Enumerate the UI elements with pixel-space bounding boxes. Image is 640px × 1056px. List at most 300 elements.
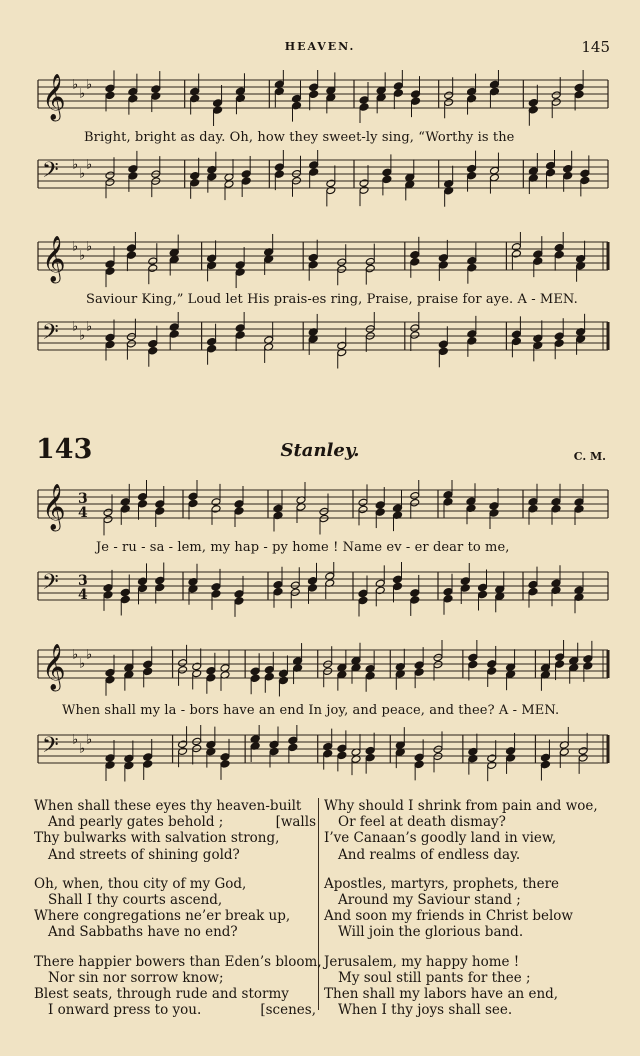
hymn-number: 143 <box>36 434 93 465</box>
verse-line <box>34 798 316 814</box>
note-head <box>540 753 550 762</box>
note-head <box>382 168 392 177</box>
note-head <box>555 653 565 662</box>
note-head <box>309 83 319 92</box>
note-head <box>410 331 420 340</box>
note-head <box>511 250 521 259</box>
verse-line <box>324 876 614 892</box>
note-head <box>308 260 318 269</box>
verse-line-text: And realms of endless day. <box>338 846 521 863</box>
note-head <box>278 676 288 685</box>
note-head <box>264 672 274 681</box>
note-head <box>583 662 593 671</box>
note-head <box>411 97 421 106</box>
note-head <box>563 172 573 181</box>
note-head <box>551 505 561 514</box>
note-head <box>326 186 336 195</box>
note-head <box>105 84 115 93</box>
music-system-1 <box>0 70 640 130</box>
verse-line <box>34 908 316 924</box>
bass-clef-icon: 𝄢 <box>42 570 59 600</box>
note-head <box>234 590 244 599</box>
bass-clef-icon: 𝄢 <box>42 733 59 763</box>
verse-line-text: And soon my friends in Christ below <box>324 908 573 925</box>
note-head <box>414 760 424 769</box>
note-head <box>235 324 245 333</box>
note-head <box>207 261 217 270</box>
note-head <box>308 253 318 262</box>
note-head <box>211 590 221 599</box>
note-head <box>554 250 564 259</box>
note-head <box>411 90 421 99</box>
note-head <box>393 582 403 591</box>
lyric-line-2: Saviour King,” Loud let His prais-es ring, Praise, praise for aye. A - MEN. <box>86 292 578 307</box>
verse-line-text: Around my Saviour stand ; <box>338 892 521 909</box>
verse-line <box>324 954 614 970</box>
verse-line-turnover: [walls <box>275 814 316 831</box>
treble-clef-icon: 𝄞 <box>42 484 66 530</box>
note-head <box>443 595 453 604</box>
note-head <box>220 760 230 769</box>
note-head <box>143 760 153 769</box>
note-head <box>337 258 347 267</box>
note-head <box>546 168 556 177</box>
note-head <box>138 577 148 586</box>
note-head <box>528 498 538 507</box>
running-head: HEAVEN. <box>284 40 356 53</box>
note-head <box>551 98 561 107</box>
music-system-1-bass <box>0 150 640 210</box>
verse-line <box>34 847 316 863</box>
verses-block <box>0 798 640 1028</box>
verse-line <box>324 814 614 830</box>
note-head <box>211 583 221 592</box>
note-head <box>467 330 477 339</box>
time-signature: 3 <box>78 491 88 507</box>
note-head <box>358 505 368 514</box>
time-signature: 4 <box>78 587 88 603</box>
note-head <box>358 589 368 598</box>
music-system-4-bass <box>0 725 640 785</box>
verse-line <box>34 924 316 940</box>
stanza <box>34 798 316 863</box>
note-head <box>188 499 198 508</box>
note-head <box>478 583 488 592</box>
verse-line <box>324 830 614 846</box>
bass-clef-icon: 𝄢 <box>42 320 59 350</box>
verse-line <box>34 892 316 908</box>
note-head <box>155 576 165 585</box>
note-head <box>292 94 302 103</box>
verse-line-text: Jerusalem, my happy home ! <box>324 953 520 970</box>
note-head <box>487 667 497 676</box>
stanza <box>34 953 322 1019</box>
verse-line-text: When shall these eyes thy heaven-built <box>34 798 302 814</box>
note-head <box>192 662 202 671</box>
verse-line-turnover: [scenes, <box>260 1002 316 1019</box>
hymn-meter: C. M. <box>573 450 606 463</box>
flat-icon: ♭ <box>72 157 79 173</box>
note-head <box>290 588 300 597</box>
note-head <box>105 333 115 342</box>
note-head <box>105 267 115 276</box>
note-head <box>443 588 453 597</box>
note-head <box>235 331 245 340</box>
note-head <box>467 87 477 96</box>
note-head <box>192 737 202 746</box>
music-system-3-bass <box>0 562 640 622</box>
flat-icon: ♭ <box>79 248 86 264</box>
verses-left-column <box>34 798 322 1031</box>
note-head <box>138 584 148 593</box>
note-head <box>103 508 113 517</box>
note-head <box>574 90 584 99</box>
note-head <box>190 87 200 96</box>
note-head <box>511 330 521 339</box>
note-head <box>169 323 179 332</box>
note-head <box>546 161 556 170</box>
note-head <box>151 92 161 101</box>
treble-clef-icon: 𝄞 <box>42 236 66 282</box>
note-head <box>250 667 260 676</box>
verse-line <box>324 908 614 924</box>
flat-icon: ♭ <box>72 319 79 335</box>
note-head <box>468 660 478 669</box>
note-head <box>235 261 245 270</box>
note-head <box>105 260 115 269</box>
note-head <box>148 264 158 273</box>
stanza <box>324 954 614 1019</box>
flat-icon: ♭ <box>72 77 79 93</box>
note-head <box>410 491 420 500</box>
note-head <box>533 341 543 350</box>
note-head <box>241 170 251 179</box>
lyric-line-1: Bright, bright as day. Oh, how they sweet-ly sing, “Worthy is the <box>84 130 515 145</box>
note-head <box>580 176 590 185</box>
note-head <box>264 665 274 674</box>
verse-line-text: Will join the glorious band. <box>338 924 524 941</box>
note-head <box>433 660 443 669</box>
lyric-line-3: Je - ru - sa - lem, my hap - py home ! Name ev - er dear to me, <box>96 540 510 555</box>
verse-line <box>34 876 316 892</box>
note-head <box>528 98 538 107</box>
note-head <box>410 251 420 260</box>
note-head <box>234 507 244 516</box>
note-head <box>574 505 584 514</box>
note-head <box>358 498 368 507</box>
note-head <box>105 171 115 180</box>
verse-line <box>34 814 316 830</box>
flat-icon: ♭ <box>72 732 79 748</box>
note-head <box>414 753 424 762</box>
note-head <box>234 500 244 509</box>
note-head <box>178 659 188 668</box>
note-head <box>274 163 284 172</box>
note-head <box>273 587 283 596</box>
note-head <box>487 761 497 770</box>
verse-line <box>324 847 614 863</box>
note-head <box>533 334 543 343</box>
note-head <box>414 668 424 677</box>
note-head <box>375 501 385 510</box>
note-head <box>359 103 369 112</box>
bass-clef-icon: 𝄢 <box>42 158 59 188</box>
treble-clef-icon: 𝄞 <box>42 74 66 120</box>
time-signature: 3 <box>78 573 88 589</box>
note-head <box>105 675 115 684</box>
note-head <box>278 669 288 678</box>
note-head <box>393 575 403 584</box>
note-head <box>155 500 165 509</box>
note-head <box>393 89 403 98</box>
note-head <box>554 332 564 341</box>
note-head <box>120 498 130 507</box>
note-head <box>487 754 497 763</box>
note-head <box>309 90 319 99</box>
verse-line-text: Why should I shrink from pain and woe, <box>324 798 598 814</box>
verse-line <box>324 1002 614 1018</box>
note-head <box>578 747 588 756</box>
note-head <box>288 736 298 745</box>
note-head <box>178 740 188 749</box>
note-head <box>359 96 369 105</box>
note-head <box>211 505 221 514</box>
note-head <box>468 653 478 662</box>
verse-line-text: Shall I thy courts ascend, <box>48 892 223 909</box>
flat-icon: ♭ <box>86 77 93 93</box>
note-head <box>438 340 448 349</box>
note-head <box>551 91 561 100</box>
treble-clef-icon: 𝄞 <box>42 644 66 690</box>
note-head <box>126 244 136 253</box>
flat-icon: ♭ <box>79 86 86 102</box>
note-head <box>365 257 375 266</box>
verse-line <box>324 986 614 1002</box>
note-head <box>207 344 217 353</box>
note-head <box>410 596 420 605</box>
note-head <box>308 577 318 586</box>
verse-line-text: Apostles, martyrs, prophets, there <box>324 875 560 892</box>
note-head <box>319 514 329 523</box>
music-system-4 <box>0 640 640 700</box>
note-head <box>365 753 375 762</box>
note-head <box>309 168 319 177</box>
verse-line-text: My soul still pants for thee ; <box>338 969 531 986</box>
note-head <box>234 597 244 606</box>
note-head <box>467 164 477 173</box>
note-head <box>126 332 136 341</box>
verse-line-text: Oh, when, thou city of my God, <box>34 875 247 892</box>
note-head <box>169 330 179 339</box>
flat-icon: ♭ <box>79 741 86 757</box>
lyric-line-4: When shall my la - bors have an end In joy, and peace, and thee? A - MEN. <box>62 703 560 718</box>
verse-line-text: Where congregations ne’er break up, <box>34 908 291 925</box>
note-head <box>533 250 543 259</box>
note-head <box>126 251 136 260</box>
verse-line-text: Then shall my labors have an end, <box>324 986 559 1003</box>
note-head <box>213 99 223 108</box>
note-head <box>337 751 347 760</box>
note-head <box>213 106 223 115</box>
note-head <box>478 590 488 599</box>
note-head <box>292 101 302 110</box>
note-head <box>105 668 115 677</box>
verse-line-text: When I thy joys shall see. <box>338 1002 513 1019</box>
verse-line <box>324 970 614 986</box>
note-head <box>563 165 573 174</box>
note-head <box>273 580 283 589</box>
page-number: 145 <box>581 38 610 56</box>
note-head <box>365 746 375 755</box>
hymn-title: Stanley. <box>280 440 360 461</box>
flat-icon: ♭ <box>86 647 93 663</box>
verse-line-text: And pearly gates behold ; <box>48 814 224 831</box>
note-head <box>128 94 138 103</box>
note-head <box>358 596 368 605</box>
note-head <box>207 337 217 346</box>
flat-icon: ♭ <box>72 647 79 663</box>
verse-line <box>324 924 614 940</box>
stanza <box>324 798 614 863</box>
flat-icon: ♭ <box>86 157 93 173</box>
column-divider <box>318 798 319 1010</box>
verse-line-text: And Sabbaths have no end? <box>48 924 238 941</box>
note-head <box>467 171 477 180</box>
note-head <box>155 507 165 516</box>
note-head <box>103 515 113 524</box>
note-head <box>143 660 153 669</box>
music-system-2 <box>0 232 640 292</box>
note-head <box>207 254 217 263</box>
note-head <box>151 85 161 94</box>
verse-line <box>34 986 316 1002</box>
note-head <box>554 339 564 348</box>
note-head <box>120 505 130 514</box>
note-head <box>382 175 392 184</box>
note-head <box>120 588 130 597</box>
note-head <box>178 666 188 675</box>
note-head <box>105 340 115 349</box>
note-head <box>375 508 385 517</box>
note-head <box>105 178 115 187</box>
note-head <box>487 660 497 669</box>
note-head <box>206 667 216 676</box>
note-head <box>274 170 284 179</box>
verse-line-text: I onward press to you. <box>48 1002 202 1019</box>
note-head <box>128 165 138 174</box>
note-head <box>467 337 477 346</box>
note-head <box>288 743 298 752</box>
note-head <box>138 500 148 509</box>
note-head <box>528 505 538 514</box>
flat-icon: ♭ <box>79 328 86 344</box>
note-head <box>323 749 333 758</box>
verse-line <box>34 970 316 986</box>
note-head <box>460 577 470 586</box>
note-head <box>148 346 158 355</box>
verse-line-text: And streets of shining gold? <box>48 846 240 863</box>
flat-icon: ♭ <box>72 239 79 255</box>
note-head <box>467 256 477 265</box>
note-head <box>235 268 245 277</box>
note-head <box>128 172 138 181</box>
verse-line-text: Blest seats, through rude and stormy <box>34 986 289 1003</box>
note-head <box>540 760 550 769</box>
note-head <box>533 257 543 266</box>
note-head <box>365 672 375 681</box>
note-head <box>410 258 420 267</box>
note-head <box>337 744 347 753</box>
note-head <box>438 254 448 263</box>
note-head <box>365 665 375 674</box>
note-head <box>190 172 200 181</box>
note-head <box>506 747 516 756</box>
note-head <box>359 186 369 195</box>
time-signature: 4 <box>78 505 88 521</box>
note-head <box>444 91 454 100</box>
note-head <box>148 257 158 266</box>
note-head <box>551 498 561 507</box>
note-head <box>574 83 584 92</box>
note-head <box>506 754 516 763</box>
music-system-2-bass <box>0 312 640 372</box>
note-head <box>467 94 477 103</box>
note-head <box>308 584 318 593</box>
verse-line-text: I’ve Canaan’s goodly land in view, <box>324 830 557 847</box>
note-head <box>359 179 369 188</box>
note-head <box>438 347 448 356</box>
note-head <box>489 509 499 518</box>
note-head <box>105 91 115 100</box>
flat-icon: ♭ <box>79 656 86 672</box>
note-head <box>574 498 584 507</box>
note-head <box>190 94 200 103</box>
note-head <box>120 595 130 604</box>
flat-icon: ♭ <box>86 239 93 255</box>
note-head <box>206 674 216 683</box>
verse-line <box>34 1002 316 1018</box>
note-head <box>220 753 230 762</box>
note-head <box>433 653 443 662</box>
note-head <box>148 339 158 348</box>
note-head <box>155 583 165 592</box>
note-head <box>438 261 448 270</box>
note-head <box>528 580 538 589</box>
note-head <box>188 492 198 501</box>
verse-line <box>34 830 316 846</box>
note-head <box>190 179 200 188</box>
note-head <box>323 742 333 751</box>
verse-line <box>34 953 322 970</box>
note-head <box>105 754 115 763</box>
note-head <box>192 744 202 753</box>
note-head <box>443 498 453 507</box>
verse-line <box>324 892 614 908</box>
note-head <box>467 263 477 272</box>
note-head <box>393 82 403 91</box>
note-head <box>241 177 251 186</box>
note-head <box>528 105 538 114</box>
note-head <box>583 655 593 664</box>
verses-right-column <box>324 798 614 1031</box>
note-head <box>326 179 336 188</box>
note-head <box>105 761 115 770</box>
note-head <box>578 754 588 763</box>
note-head <box>128 87 138 96</box>
flat-icon: ♭ <box>79 166 86 182</box>
note-head <box>511 337 521 346</box>
note-head <box>143 753 153 762</box>
